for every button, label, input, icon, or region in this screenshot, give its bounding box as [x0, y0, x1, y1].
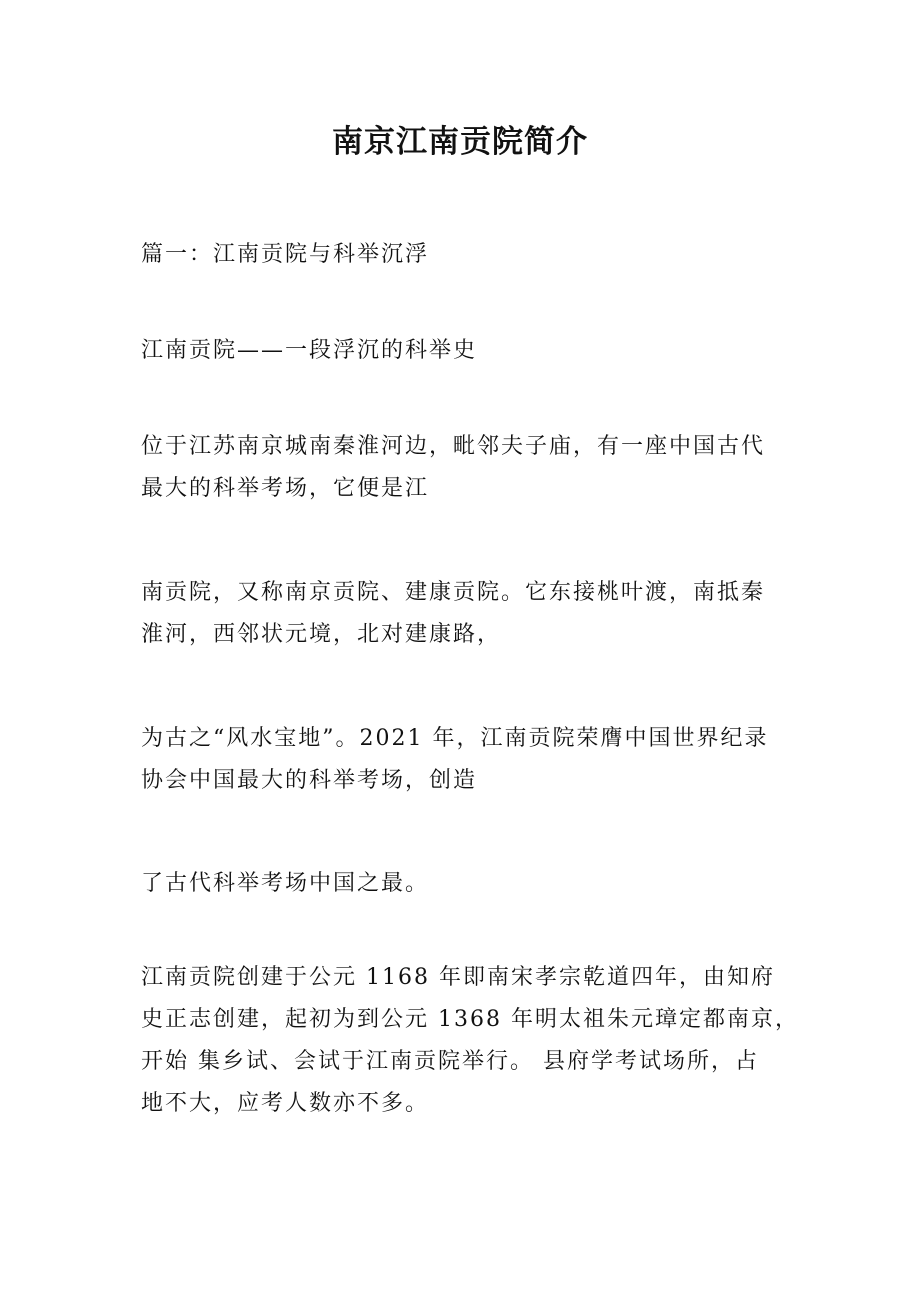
paragraph-line: 最大的科举考场，它便是江 [141, 476, 430, 501]
section-heading [141, 234, 791, 276]
section-heading-text: 篇一：江南贡院与科举沉浮 [141, 242, 430, 267]
paragraph-line: 为古之“风水宝地”。2021 年，江南贡院荣膺中国世界纪录 [141, 726, 769, 751]
paragraph-3 [141, 718, 791, 802]
subtitle-text: 江南贡院——一段浮沉的科举史 [141, 338, 478, 363]
paragraph-1 [141, 426, 791, 510]
paragraph-line: 协会中国最大的科举考场，创造 [141, 768, 478, 793]
paragraph-4 [141, 863, 791, 905]
paragraph-line: 了古代科举考场中国之最。 [141, 871, 430, 896]
paragraph-line: 江南贡院创建于公元 1168 年即南宋孝宗乾道四年，由知府 [141, 965, 775, 990]
paragraph-line: 地不大，应考人数亦不多。 [141, 1091, 430, 1116]
paragraph-line: 开始 集乡试、会试于江南贡院举行。 县府学考试场所，占 [141, 1049, 759, 1074]
paragraph-line: 南贡院，又称南京贡院、建康贡院。它东接桃叶渡，南抵秦 [141, 580, 766, 605]
paragraph-line: 位于江苏南京城南秦淮河边，毗邻夫子庙，有一座中国古代 [141, 434, 766, 459]
subtitle [141, 330, 791, 372]
paragraph-line: 淮河，西邻状元境，北对建康路， [141, 622, 502, 647]
paragraph-2 [141, 572, 791, 656]
paragraph-5 [141, 957, 799, 1125]
document-title: 南京江南贡院简介 [332, 124, 588, 160]
paragraph-line: 史正志创建，起初为到公元 1368 年明太祖朱元璋定都南京， [141, 1007, 799, 1032]
